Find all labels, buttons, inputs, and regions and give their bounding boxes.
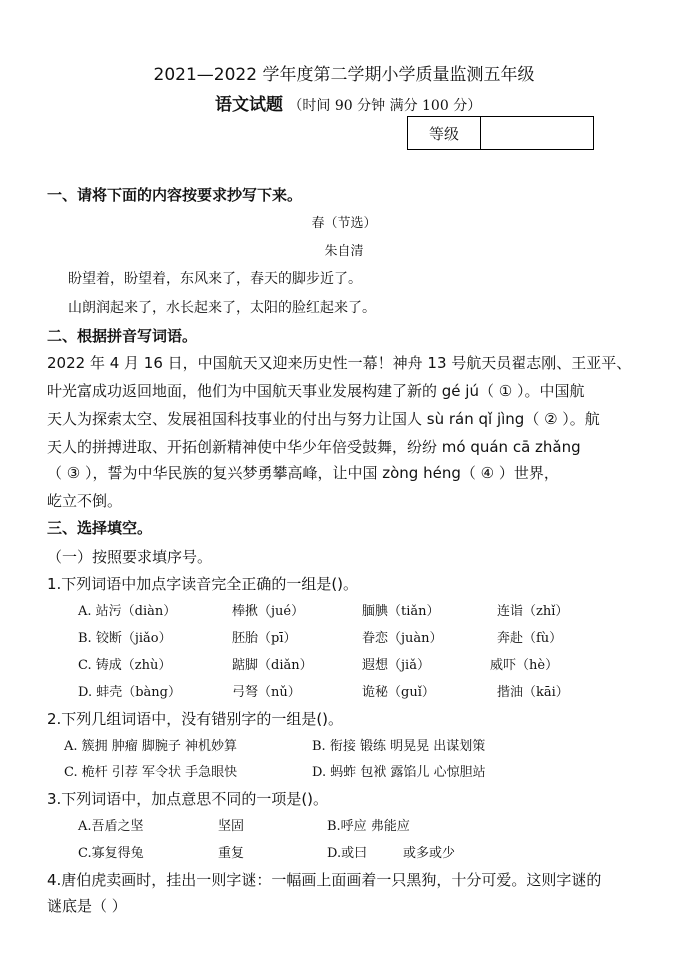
q1-option: 棒揪（jué） [232, 604, 305, 619]
q3-option: A.吾盾之坚 [78, 819, 144, 834]
q1-option: 弓弩（nǔ） [232, 685, 301, 700]
q2-option: C. 桅杆 引荐 军令状 手急眼快 [64, 765, 238, 780]
question-4-line-2: 谜底是（ ） [47, 897, 127, 915]
passage-line-6: 屹立不倒。 [47, 492, 123, 510]
exam-subtitle [215, 90, 481, 115]
passage-line-5: （ ③ ），誓为中华民族的复兴梦勇攀高峰，让中国 zòng héng（ ④ ）世界， [47, 464, 559, 482]
q1-option: D. 蚌壳（bàng） [78, 685, 181, 700]
section1-heading: 一、请将下面的内容按要求抄写下来。 [47, 186, 303, 204]
q1-option: 揩油（kāi） [497, 685, 569, 700]
q3-option: 重复 [218, 846, 245, 861]
question-2: 2.下列几组词语中，没有错别字的一组是()。 [47, 710, 344, 728]
section3-heading: 三、选择填空。 [47, 519, 153, 537]
q1-option: 腼腆（tiǎn） [362, 604, 440, 619]
passage-line-2: 叶光富成功返回地面，他们为中国航天事业发展构建了新的 gé jú（ ① ）。中国航 [47, 382, 585, 400]
grade-label: 等级 [408, 117, 481, 149]
section2-heading: 二、根据拼音写词语。 [47, 327, 198, 345]
poem-line-1: 盼望着，盼望着，东风来了，春天的脚步近了。 [68, 271, 362, 287]
exam-title: 2021—2022 学年度第二学期小学质量监测五年级 [153, 65, 535, 85]
q1-option: 连诣（zhǐ） [497, 604, 569, 619]
poem-title: 春（节选） [311, 216, 377, 231]
passage-line-1: 2022 年 4 月 16 日，中国航天又迎来历史性一幕！神舟 13 号航天员翟志刚、王亚平、 [47, 354, 632, 372]
passage-line-4: 天人的拼搏进取、开拓创新精神使中华少年倍受鼓舞，纷纷 mó quán cā zhǎng [47, 438, 581, 456]
question-3: 3.下列词语中，加点意思不同的一项是()。 [47, 790, 329, 808]
question-4-line-1: 4.唐伯虎卖画时，挂出一则字谜：一幅画上面画着一只黑狗，十分可爱。这则字谜的 [47, 871, 602, 889]
q3-option: C.寡复得兔 [78, 846, 144, 861]
question-1: 1.下列词语中加点字读音完全正确的一组是()。 [47, 575, 359, 593]
subject-title: 语文试题 [215, 95, 283, 115]
q1-option: 威吓（hè） [490, 658, 559, 673]
q1-option: 诡秘（guǐ） [362, 685, 435, 700]
poem-line-2: 山朗润起来了，水长起来了，太阳的脸红起来了。 [68, 300, 376, 316]
q2-option: B. 衔接 锻练 明晃晃 出谋划策 [312, 739, 486, 754]
q1-option: C. 铸成（zhù） [78, 658, 172, 673]
q1-option: 奔赴（fù） [497, 631, 563, 646]
q3-option: 坚固 [218, 819, 245, 834]
poem-author: 朱自清 [324, 244, 364, 259]
exam-time-note: （时间 90 分钟 满分 100 分） [288, 98, 482, 114]
q1-option: 胚胎（pī） [232, 631, 297, 646]
q3-option: D.或曰 [327, 846, 368, 861]
q1-option: 眷恋（juàn） [362, 631, 443, 646]
q3-option: 或多或少 [403, 846, 456, 861]
subsection-1: （一）按照要求填序号。 [47, 548, 213, 566]
q3-option: B.呼应 弗能应 [327, 819, 410, 834]
q2-option: D. 蚂蚱 包袱 露馅儿 心惊胆站 [312, 765, 486, 780]
passage-line-3: 天人为探索太空、发展祖国科技事业的付出与努力让国人 sù rán qǐ jìng（ ② ）。航 [47, 410, 600, 428]
q1-option: 遐想（jiǎ） [362, 658, 430, 673]
q1-option: B. 铰断（jiǎo） [78, 631, 172, 646]
q1-option: 踮脚（diǎn） [232, 658, 313, 673]
grade-box [407, 116, 594, 150]
q1-option: A. 站污（diàn） [78, 604, 177, 619]
q2-option: A. 簇拥 肿瘤 脚腕子 神机妙算 [64, 739, 238, 754]
grade-value[interactable] [481, 117, 593, 149]
